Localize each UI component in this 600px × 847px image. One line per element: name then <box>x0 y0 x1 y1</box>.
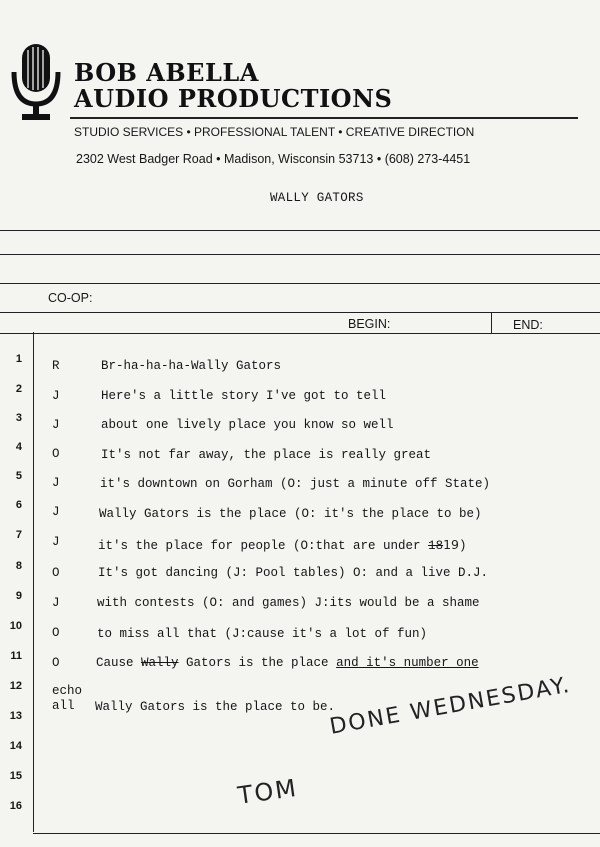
row-number: 14 <box>9 740 22 752</box>
row-number: 15 <box>9 770 22 782</box>
form-rule <box>0 283 600 284</box>
speaker-tag: echo <box>52 684 83 698</box>
form-rule <box>0 333 600 334</box>
form-rule <box>0 254 600 255</box>
speaker-tag: all <box>52 699 75 713</box>
speaker-tag: J <box>52 505 60 519</box>
speaker-tag: O <box>52 656 60 670</box>
script-line-text: it's the place for people (O:that are under <box>98 539 429 553</box>
row-number: 12 <box>9 680 22 692</box>
speaker-tag: J <box>52 389 60 403</box>
row-number: 5 <box>15 470 22 482</box>
speaker-tag: O <box>52 447 60 461</box>
company-name-line2: AUDIO PRODUCTIONS <box>74 84 393 113</box>
script-line: Here's a little story I've got to tell <box>101 389 387 403</box>
speaker-tag: O <box>52 566 60 580</box>
speaker-tag: J <box>52 596 60 610</box>
handwritten-note: DONE WEDNESDAY. <box>327 672 573 740</box>
script-line: to miss all that (J:cause it's a lot of fun) <box>97 627 428 641</box>
script-line <box>98 537 467 553</box>
script-line: about one lively place you know so well <box>101 418 394 432</box>
speaker-tag: J <box>52 535 60 549</box>
row-number: 4 <box>15 441 22 453</box>
microphone-icon <box>8 42 64 122</box>
row-number: 9 <box>15 590 22 602</box>
form-rule <box>0 230 600 231</box>
script-line-text: Cause <box>96 656 142 670</box>
script-line: Br-ha-ha-ha-Wally Gators <box>101 359 282 373</box>
speaker-tag: R <box>52 359 60 373</box>
bottom-rule <box>33 833 600 834</box>
coop-label: CO-OP: <box>48 291 93 305</box>
script-line: It's not far away, the place is really great <box>101 448 432 462</box>
handwritten-correction: 19 <box>443 537 459 552</box>
script-line: Wally Gators is the place to be. <box>95 700 336 714</box>
company-name-line1: BOB ABELLA <box>74 58 259 87</box>
script-line <box>96 656 479 670</box>
handwritten-signature: TOM <box>236 773 300 810</box>
script-line-text: Gators is the place <box>178 656 337 670</box>
services-line: STUDIO SERVICES • PROFESSIONAL TALENT • CREATIVE DIRECTION <box>74 125 475 139</box>
row-number: 11 <box>10 650 22 662</box>
speaker-tag: J <box>52 476 60 490</box>
row-number: 13 <box>9 710 22 722</box>
row-number: 1 <box>15 353 22 365</box>
row-number: 2 <box>15 383 22 395</box>
address-line: 2302 West Badger Road • Madison, Wisconsin 53713 • (608) 273-4451 <box>76 152 471 166</box>
begin-label: BEGIN: <box>348 317 391 331</box>
row-number: 8 <box>15 560 22 572</box>
script-line: Wally Gators is the place (O: it's the place to be) <box>99 507 482 521</box>
underlined-text: and it's number one <box>336 656 479 670</box>
margin-rule <box>33 332 34 832</box>
script-line: with contests (O: and games) J:its would be a shame <box>97 596 480 610</box>
speaker-tag: J <box>52 418 60 432</box>
row-number: 7 <box>15 529 22 541</box>
script-line-text: ) <box>458 539 467 553</box>
end-label: END: <box>513 318 543 332</box>
row-number: 16 <box>9 800 22 812</box>
speaker-tag: O <box>52 626 60 640</box>
begin-end-divider <box>491 312 492 334</box>
struck-text: Wally <box>141 656 179 670</box>
row-number: 3 <box>15 412 22 424</box>
script-line: It's got dancing (J: Pool tables) O: and a live D.J. <box>98 566 489 580</box>
script-line: it's downtown on Gorham (O: just a minute off State) <box>100 477 491 491</box>
header-rule <box>70 117 578 119</box>
script-title: WALLY GATORS <box>270 191 364 205</box>
row-number: 6 <box>15 499 22 511</box>
struck-text: 18 <box>428 539 444 553</box>
form-rule <box>0 312 600 313</box>
row-number: 10 <box>9 620 22 632</box>
